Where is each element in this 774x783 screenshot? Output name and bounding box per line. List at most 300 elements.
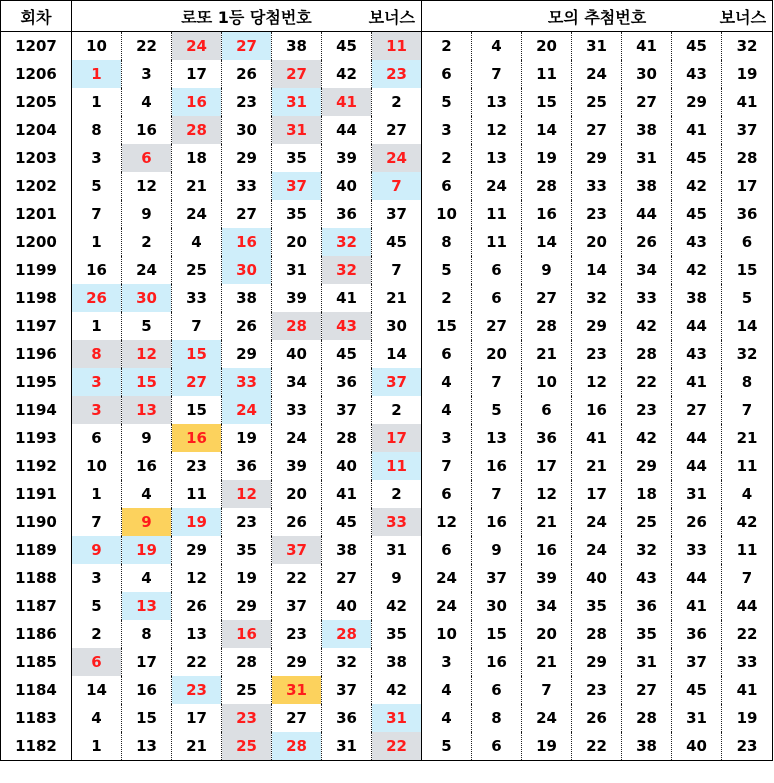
mock-number: 6 [472,256,522,284]
winning-number: 15 [122,368,172,396]
winning-number: 25 [172,256,222,284]
winning-number: 29 [272,648,322,676]
mock-number: 7 [522,676,572,704]
mock-number: 28 [522,172,572,200]
mock-number: 7 [472,60,522,88]
winning-number: 21 [172,172,222,200]
winning-number: 39 [272,284,322,312]
winning-number: 3 [72,368,122,396]
mock-number: 11 [472,228,522,256]
header-bonus-label: 보너스 [368,7,416,27]
mock-number: 29 [572,312,622,340]
winning-bonus-number: 27 [372,116,422,144]
winning-number: 3 [72,564,122,592]
winning-number: 31 [272,676,322,704]
winning-number: 36 [322,368,372,396]
mock-bonus-number: 37 [722,116,773,144]
mock-number: 41 [672,592,722,620]
mock-number: 10 [422,620,472,648]
mock-number: 7 [472,480,522,508]
mock-number: 23 [622,396,672,424]
winning-number: 29 [172,536,222,564]
mock-bonus-number: 33 [722,648,773,676]
winning-bonus-number: 7 [372,256,422,284]
mock-number: 17 [572,480,622,508]
winning-number: 16 [222,620,272,648]
mock-number: 45 [672,676,722,704]
mock-bonus-number: 32 [722,340,773,368]
winning-number: 28 [222,648,272,676]
round-number: 1206 [1,60,72,88]
mock-number: 38 [672,284,722,312]
table-row [1,732,773,761]
table-row [1,200,773,228]
mock-number: 16 [472,452,522,480]
winning-number: 2 [72,620,122,648]
mock-number: 17 [522,452,572,480]
mock-number: 6 [422,480,472,508]
winning-number: 7 [72,200,122,228]
mock-bonus-number: 19 [722,60,773,88]
mock-number: 13 [472,88,522,116]
winning-number: 28 [322,620,372,648]
mock-number: 20 [472,340,522,368]
winning-number: 7 [72,508,122,536]
winning-number: 4 [72,704,122,732]
mock-number: 15 [422,312,472,340]
winning-number: 31 [272,116,322,144]
winning-number: 39 [272,452,322,480]
winning-number: 40 [322,172,372,200]
mock-number: 33 [622,284,672,312]
winning-number: 33 [272,396,322,424]
mock-bonus-number: 41 [722,88,773,116]
mock-number: 4 [422,368,472,396]
winning-number: 35 [272,144,322,172]
winning-number: 23 [222,88,272,116]
mock-number: 29 [672,88,722,116]
winning-number: 30 [122,284,172,312]
mock-number: 31 [622,648,672,676]
winning-bonus-number: 11 [372,452,422,480]
mock-number: 14 [522,228,572,256]
winning-bonus-number: 11 [372,32,422,61]
mock-number: 27 [522,284,572,312]
mock-number: 42 [672,256,722,284]
mock-number: 6 [472,284,522,312]
table-row [1,116,773,144]
winning-number: 42 [322,60,372,88]
winning-bonus-number: 7 [372,172,422,200]
mock-number: 5 [422,732,472,761]
mock-number: 24 [422,564,472,592]
table-row [1,592,773,620]
mock-number: 23 [572,676,622,704]
mock-number: 22 [622,368,672,396]
winning-number: 6 [72,424,122,452]
winning-number: 33 [172,284,222,312]
winning-bonus-number: 42 [372,592,422,620]
winning-number: 26 [172,592,222,620]
winning-number: 17 [172,704,222,732]
winning-number: 25 [222,732,272,761]
winning-bonus-number: 31 [372,704,422,732]
winning-number: 27 [172,368,222,396]
mock-number: 27 [672,396,722,424]
mock-number: 44 [672,312,722,340]
winning-bonus-number: 38 [372,648,422,676]
mock-number: 44 [622,200,672,228]
winning-number: 21 [172,732,222,761]
winning-number: 3 [72,396,122,424]
round-number: 1188 [1,564,72,592]
winning-number: 9 [122,508,172,536]
winning-number: 1 [72,480,122,508]
mock-number: 16 [522,200,572,228]
winning-number: 8 [72,116,122,144]
mock-number: 43 [672,60,722,88]
mock-number: 12 [522,480,572,508]
mock-number: 30 [622,60,672,88]
winning-number: 27 [222,32,272,61]
header-round: 회차 [1,1,72,32]
mock-number: 10 [522,368,572,396]
mock-number: 30 [472,592,522,620]
winning-bonus-number: 2 [372,396,422,424]
winning-bonus-number: 9 [372,564,422,592]
mock-number: 27 [622,676,672,704]
table-row [1,424,773,452]
mock-number: 21 [522,340,572,368]
mock-number: 28 [622,704,672,732]
mock-number: 33 [572,172,622,200]
winning-number: 4 [172,228,222,256]
table-row [1,564,773,592]
winning-number: 24 [222,396,272,424]
mock-number: 19 [522,732,572,761]
winning-number: 19 [222,564,272,592]
mock-number: 29 [622,452,672,480]
winning-number: 31 [272,256,322,284]
mock-number: 35 [572,592,622,620]
mock-number: 43 [622,564,672,592]
round-number: 1184 [1,676,72,704]
winning-number: 17 [172,60,222,88]
table-row [1,312,773,340]
winning-number: 12 [122,340,172,368]
round-number: 1191 [1,480,72,508]
mock-number: 20 [522,620,572,648]
table-row [1,60,773,88]
round-number: 1198 [1,284,72,312]
winning-bonus-number: 14 [372,340,422,368]
mock-number: 42 [672,172,722,200]
mock-number: 32 [622,536,672,564]
winning-number: 16 [122,452,172,480]
winning-bonus-number: 45 [372,228,422,256]
table-row [1,256,773,284]
header-mock-label: 모의 추첨번호 [547,7,647,27]
mock-number: 29 [572,648,622,676]
mock-number: 41 [672,116,722,144]
table-row [1,340,773,368]
winning-number: 26 [272,508,322,536]
mock-number: 45 [672,200,722,228]
mock-number: 27 [622,88,672,116]
mock-number: 43 [672,340,722,368]
winning-number: 20 [272,228,322,256]
winning-number: 27 [322,564,372,592]
mock-number: 31 [672,704,722,732]
winning-number: 18 [172,144,222,172]
mock-number: 25 [572,88,622,116]
winning-number: 22 [122,32,172,61]
mock-number: 3 [422,116,472,144]
table-row [1,32,773,61]
winning-number: 26 [222,60,272,88]
winning-number: 32 [322,228,372,256]
winning-number: 16 [122,676,172,704]
mock-number: 23 [572,340,622,368]
winning-number: 22 [172,648,222,676]
mock-number: 2 [422,144,472,172]
winning-number: 45 [322,32,372,61]
table-row [1,144,773,172]
winning-number: 12 [222,480,272,508]
mock-number: 31 [622,144,672,172]
mock-number: 14 [572,256,622,284]
mock-number: 11 [472,200,522,228]
table-row [1,536,773,564]
mock-bonus-number: 7 [722,396,773,424]
mock-number: 8 [472,704,522,732]
mock-number: 16 [572,396,622,424]
winning-number: 23 [172,452,222,480]
mock-number: 21 [522,648,572,676]
winning-number: 36 [222,452,272,480]
winning-number: 24 [172,32,222,61]
winning-number: 37 [272,536,322,564]
table-row [1,676,773,704]
table-row [1,620,773,648]
round-number: 1196 [1,340,72,368]
winning-bonus-number: 2 [372,88,422,116]
winning-number: 35 [222,536,272,564]
table-row [1,396,773,424]
winning-bonus-number: 2 [372,480,422,508]
mock-number: 14 [522,116,572,144]
winning-number: 34 [272,368,322,396]
winning-number: 31 [322,732,372,761]
winning-number: 13 [172,620,222,648]
mock-number: 44 [672,564,722,592]
mock-number: 11 [522,60,572,88]
winning-number: 7 [172,312,222,340]
winning-number: 1 [72,60,122,88]
mock-number: 3 [422,648,472,676]
mock-number: 27 [472,312,522,340]
winning-number: 15 [172,396,222,424]
mock-number: 15 [472,620,522,648]
mock-number: 6 [522,396,572,424]
round-number: 1187 [1,592,72,620]
winning-bonus-number: 37 [372,368,422,396]
winning-number: 25 [222,676,272,704]
mock-number: 12 [472,116,522,144]
mock-bonus-number: 22 [722,620,773,648]
winning-number: 23 [222,508,272,536]
mock-number: 27 [572,116,622,144]
winning-number: 39 [322,144,372,172]
mock-number: 16 [472,648,522,676]
winning-number: 36 [322,704,372,732]
winning-number: 30 [222,116,272,144]
winning-number: 33 [222,172,272,200]
winning-number: 16 [222,228,272,256]
winning-number: 22 [272,564,322,592]
round-number: 1185 [1,648,72,676]
winning-number: 41 [322,88,372,116]
mock-bonus-number: 11 [722,536,773,564]
mock-number: 21 [572,452,622,480]
mock-number: 34 [522,592,572,620]
mock-number: 6 [472,676,522,704]
winning-number: 2 [122,228,172,256]
winning-number: 4 [122,88,172,116]
winning-bonus-number: 33 [372,508,422,536]
winning-number: 13 [122,732,172,761]
mock-bonus-number: 15 [722,256,773,284]
winning-number: 29 [222,592,272,620]
mock-number: 6 [422,60,472,88]
table-row [1,508,773,536]
mock-number: 2 [422,284,472,312]
header-mock [422,1,773,32]
mock-number: 5 [472,396,522,424]
mock-number: 32 [572,284,622,312]
mock-bonus-number: 23 [722,732,773,761]
winning-number: 35 [272,200,322,228]
mock-number: 24 [572,60,622,88]
winning-number: 19 [172,508,222,536]
round-number: 1204 [1,116,72,144]
mock-bonus-number: 11 [722,452,773,480]
mock-number: 24 [572,536,622,564]
winning-number: 16 [72,256,122,284]
round-number: 1197 [1,312,72,340]
mock-number: 38 [622,732,672,761]
round-number: 1200 [1,228,72,256]
round-number: 1207 [1,32,72,61]
winning-number: 45 [322,340,372,368]
winning-number: 19 [222,424,272,452]
mock-number: 16 [522,536,572,564]
mock-bonus-number: 41 [722,676,773,704]
winning-number: 17 [122,648,172,676]
winning-number: 20 [272,480,322,508]
mock-bonus-number: 36 [722,200,773,228]
mock-number: 45 [672,144,722,172]
winning-number: 40 [322,592,372,620]
mock-number: 44 [672,452,722,480]
winning-number: 38 [222,284,272,312]
mock-bonus-number: 6 [722,228,773,256]
mock-number: 24 [572,508,622,536]
header-mock-bonus-label: 보너스 [719,7,767,27]
round-number: 1202 [1,172,72,200]
winning-number: 23 [222,704,272,732]
mock-number: 3 [422,424,472,452]
winning-number: 23 [172,676,222,704]
header-row [1,1,773,32]
table-row [1,452,773,480]
winning-number: 28 [272,312,322,340]
winning-number: 9 [122,424,172,452]
mock-number: 6 [422,340,472,368]
winning-number: 10 [72,452,122,480]
winning-number: 26 [222,312,272,340]
mock-bonus-number: 4 [722,480,773,508]
winning-bonus-number: 22 [372,732,422,761]
winning-number: 24 [122,256,172,284]
winning-number: 36 [322,200,372,228]
mock-bonus-number: 42 [722,508,773,536]
winning-number: 16 [122,116,172,144]
round-number: 1203 [1,144,72,172]
table-row [1,368,773,396]
mock-number: 6 [472,732,522,761]
winning-number: 23 [272,620,322,648]
mock-number: 16 [472,508,522,536]
round-number: 1199 [1,256,72,284]
winning-number: 13 [122,396,172,424]
winning-number: 4 [122,564,172,592]
mock-number: 37 [472,564,522,592]
mock-bonus-number: 19 [722,704,773,732]
mock-number: 43 [672,228,722,256]
mock-number: 28 [622,340,672,368]
mock-number: 26 [572,704,622,732]
winning-number: 11 [172,480,222,508]
mock-number: 24 [522,704,572,732]
table-row [1,172,773,200]
winning-number: 12 [172,564,222,592]
winning-number: 3 [72,144,122,172]
mock-number: 22 [572,732,622,761]
winning-number: 37 [322,676,372,704]
mock-bonus-number: 7 [722,564,773,592]
winning-number: 16 [172,424,222,452]
mock-number: 2 [422,32,472,61]
mock-number: 5 [422,256,472,284]
mock-number: 24 [472,172,522,200]
mock-number: 31 [572,32,622,61]
mock-number: 26 [622,228,672,256]
mock-number: 6 [422,536,472,564]
mock-number: 40 [672,732,722,761]
mock-number: 15 [522,88,572,116]
mock-number: 7 [422,452,472,480]
mock-bonus-number: 44 [722,592,773,620]
round-number: 1183 [1,704,72,732]
round-number: 1193 [1,424,72,452]
winning-number: 32 [322,256,372,284]
round-number: 1186 [1,620,72,648]
winning-bonus-number: 30 [372,312,422,340]
mock-number: 31 [672,480,722,508]
mock-number: 19 [522,144,572,172]
winning-number: 26 [72,284,122,312]
